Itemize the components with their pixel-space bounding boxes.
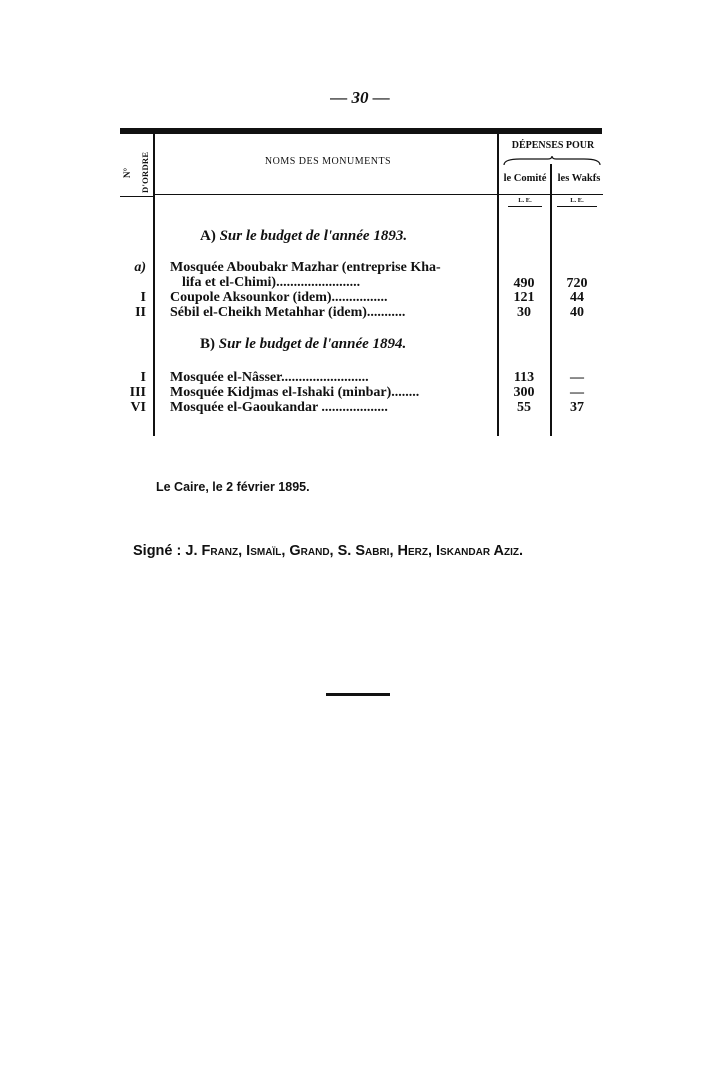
row-wakfs: — bbox=[570, 385, 584, 400]
row-comite: 113 bbox=[513, 370, 535, 385]
row-ordre: a) bbox=[134, 260, 146, 275]
section-b-prefix: B) bbox=[200, 336, 215, 352]
ordre-no-label-vertical: N° bbox=[122, 167, 132, 178]
row-wakfs: 720 bbox=[566, 276, 588, 291]
row-ordre: VI bbox=[130, 400, 146, 415]
row-name: Sébil el-Cheikh Metahhar (idem)........... bbox=[170, 305, 406, 320]
place-date: Le Caire, le 2 février 1895. bbox=[156, 480, 310, 494]
page-number: — 30 — bbox=[330, 88, 390, 107]
wakfs-header: les Wakfs bbox=[557, 173, 601, 184]
row-name: Mosquée el-Nâsser......................... bbox=[170, 370, 369, 385]
row-wakfs: 40 bbox=[570, 305, 584, 320]
row-name-line1: Mosquée Aboubakr Mazhar (entreprise Kha- bbox=[170, 260, 441, 275]
section-a-prefix: A) bbox=[200, 228, 216, 244]
row-ordre: I bbox=[140, 290, 146, 305]
row-comite: 55 bbox=[517, 400, 531, 415]
row-comite: 490 bbox=[513, 276, 535, 291]
comite-header: le Comité bbox=[503, 173, 547, 184]
unit-comite: L. E. bbox=[518, 197, 532, 204]
section-a-title: Sur le budget de l'année 1893. bbox=[219, 228, 408, 244]
row-ordre: III bbox=[129, 385, 146, 400]
row-comite: 121 bbox=[513, 290, 535, 305]
row-wakfs: 44 bbox=[570, 290, 584, 305]
row-ordre: I bbox=[140, 370, 146, 385]
unit-wakfs: L. E. bbox=[570, 197, 584, 204]
unit-rule-wakfs bbox=[557, 206, 597, 207]
section-b-heading bbox=[200, 336, 406, 353]
section-b-title: Sur le budget de l'année 1894. bbox=[218, 336, 407, 352]
row-comite: 30 bbox=[517, 305, 531, 320]
row-name: Mosquée Kidjmas el-Ishaki (minbar)........ bbox=[170, 385, 420, 400]
row-ordre: II bbox=[135, 305, 146, 320]
ordre-label-vertical: D'ORDRE bbox=[140, 151, 150, 193]
section-a-heading bbox=[200, 228, 407, 245]
row-wakfs: 37 bbox=[570, 400, 584, 415]
noms-header: NOMS DES MONUMENTS bbox=[264, 156, 392, 167]
row-name-line2: lifa et el-Chimi)........................ bbox=[182, 275, 361, 290]
header-rule-noms bbox=[155, 194, 497, 195]
table-top-rule bbox=[120, 128, 602, 134]
row-name: Coupole Aksounkor (idem)................ bbox=[170, 290, 388, 305]
unit-rule-comite bbox=[508, 206, 542, 207]
header-rule-depenses bbox=[499, 194, 603, 195]
end-rule bbox=[326, 693, 390, 696]
table-divider-depenses bbox=[550, 164, 552, 436]
row-comite: 300 bbox=[513, 385, 535, 400]
signature-line bbox=[133, 543, 523, 559]
signatories: J. Franz, Ismaïl, Grand, S. Sabri, Herz, Iskandar Aziz. bbox=[185, 543, 524, 559]
signe-label: Signé : bbox=[133, 543, 182, 559]
row-name: Mosquée el-Gaoukandar ................... bbox=[170, 400, 388, 415]
row-wakfs: — bbox=[570, 370, 584, 385]
depenses-brace-icon bbox=[500, 155, 604, 167]
depenses-header: DÉPENSES POUR bbox=[511, 140, 595, 151]
